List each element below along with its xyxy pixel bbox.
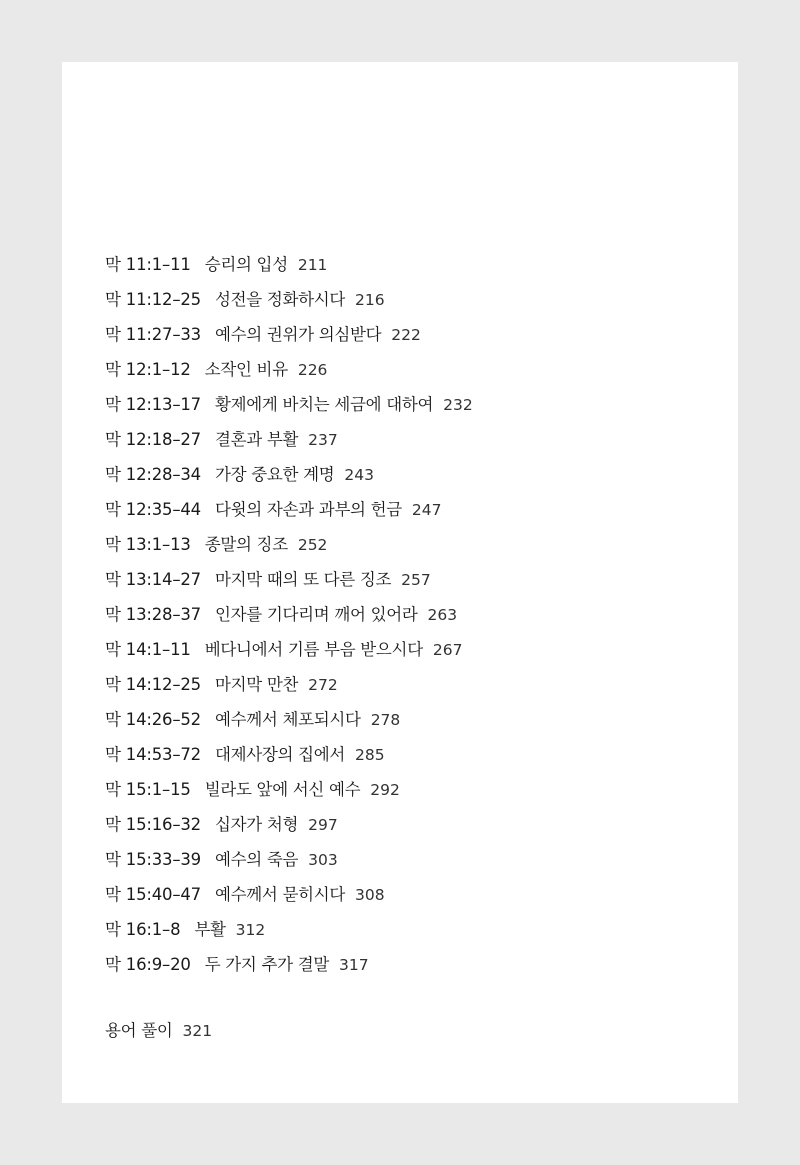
page-number: 272 [308, 676, 338, 694]
section-title: 두 가지 추가 결말 [204, 955, 329, 974]
toc-entry [105, 463, 725, 498]
glossary-title: 용어 풀이 [105, 1021, 173, 1040]
toc-entry [105, 848, 725, 883]
page-number: 211 [297, 256, 328, 274]
glossary-page-number: 321 [182, 1022, 213, 1040]
toc-entry [105, 603, 725, 638]
scripture-reference: 막 13:28–37 [105, 605, 201, 624]
toc-entry [105, 883, 725, 918]
section-title: 황제에게 바치는 세금에 대하여 [214, 395, 434, 414]
scripture-reference: 막 13:14–27 [105, 570, 201, 589]
page-number: 247 [411, 501, 442, 519]
toc-entry [105, 918, 725, 953]
section-title: 다윗의 자손과 과부의 헌금 [214, 500, 402, 519]
scripture-reference: 막 11:1–11 [105, 255, 191, 274]
page-number: 312 [235, 921, 266, 939]
section-title: 예수의 죽음 [214, 850, 299, 869]
page-number: 317 [339, 956, 369, 974]
page-number: 303 [308, 851, 338, 869]
page-number: 257 [401, 571, 431, 589]
scripture-reference: 막 16:9–20 [105, 955, 191, 974]
page-number: 237 [308, 431, 338, 449]
toc-entry [105, 428, 725, 463]
section-title: 빌라도 앞에 서신 예수 [204, 780, 361, 799]
scripture-reference: 막 11:27–33 [105, 325, 201, 344]
page-number: 308 [355, 886, 385, 904]
page-number: 222 [391, 326, 421, 344]
toc-entry [105, 288, 725, 323]
page-number: 292 [370, 781, 400, 799]
table-of-contents [105, 253, 725, 988]
page-number: 285 [355, 746, 385, 764]
section-title: 소작인 비유 [204, 360, 288, 379]
section-title: 예수께서 묻히시다 [214, 885, 346, 904]
toc-entry [105, 253, 725, 288]
page-number: 226 [297, 361, 328, 379]
scripture-reference: 막 12:28–34 [105, 465, 201, 484]
page-number: 267 [432, 641, 463, 659]
glossary-entry [105, 1019, 212, 1043]
section-title: 마지막 때의 또 다른 징조 [214, 570, 392, 589]
scripture-reference: 막 15:33–39 [105, 850, 201, 869]
toc-entry [105, 813, 725, 848]
scripture-reference: 막 16:1–8 [105, 920, 181, 939]
scripture-reference: 막 12:13–17 [105, 395, 201, 414]
section-title: 대제사장의 집에서 [214, 745, 346, 764]
section-title: 예수께서 체포되시다 [214, 710, 361, 729]
section-title: 십자가 처형 [214, 815, 299, 834]
section-title: 종말의 징조 [204, 535, 288, 554]
toc-entry [105, 953, 725, 988]
toc-entry [105, 323, 725, 358]
book-page [62, 62, 738, 1103]
scripture-reference: 막 15:1–15 [105, 780, 191, 799]
scripture-reference: 막 14:12–25 [105, 675, 201, 694]
scripture-reference: 막 12:1–12 [105, 360, 191, 379]
toc-entry [105, 568, 725, 603]
toc-entry [105, 498, 725, 533]
page-number: 278 [370, 711, 401, 729]
section-title: 결혼과 부활 [214, 430, 299, 449]
section-title: 성전을 정화하시다 [214, 290, 346, 309]
section-title: 마지막 만찬 [214, 675, 299, 694]
page-number: 232 [443, 396, 473, 414]
page-number: 252 [297, 536, 328, 554]
scripture-reference: 막 15:16–32 [105, 815, 201, 834]
section-title: 베다니에서 기름 부음 받으시다 [204, 640, 423, 659]
toc-entry [105, 358, 725, 393]
section-title: 승리의 입성 [204, 255, 288, 274]
page-number: 263 [427, 606, 458, 624]
page-number: 216 [355, 291, 385, 309]
scripture-reference: 막 14:53–72 [105, 745, 201, 764]
toc-entry [105, 778, 725, 813]
section-title: 가장 중요한 계명 [214, 465, 335, 484]
toc-entry [105, 393, 725, 428]
section-title: 인자를 기다리며 깨어 있어라 [214, 605, 418, 624]
scripture-reference: 막 12:18–27 [105, 430, 201, 449]
page-number: 243 [344, 466, 374, 484]
toc-entry [105, 533, 725, 568]
scripture-reference: 막 13:1–13 [105, 535, 191, 554]
toc-entry [105, 708, 725, 743]
scripture-reference: 막 11:12–25 [105, 290, 201, 309]
scripture-reference: 막 14:26–52 [105, 710, 201, 729]
section-title: 부활 [194, 920, 226, 939]
toc-entry [105, 743, 725, 778]
scripture-reference: 막 15:40–47 [105, 885, 201, 904]
toc-entry [105, 638, 725, 673]
toc-entry [105, 673, 725, 708]
scripture-reference: 막 12:35–44 [105, 500, 201, 519]
section-title: 예수의 권위가 의심받다 [214, 325, 382, 344]
scripture-reference: 막 14:1–11 [105, 640, 191, 659]
page-number: 297 [308, 816, 338, 834]
